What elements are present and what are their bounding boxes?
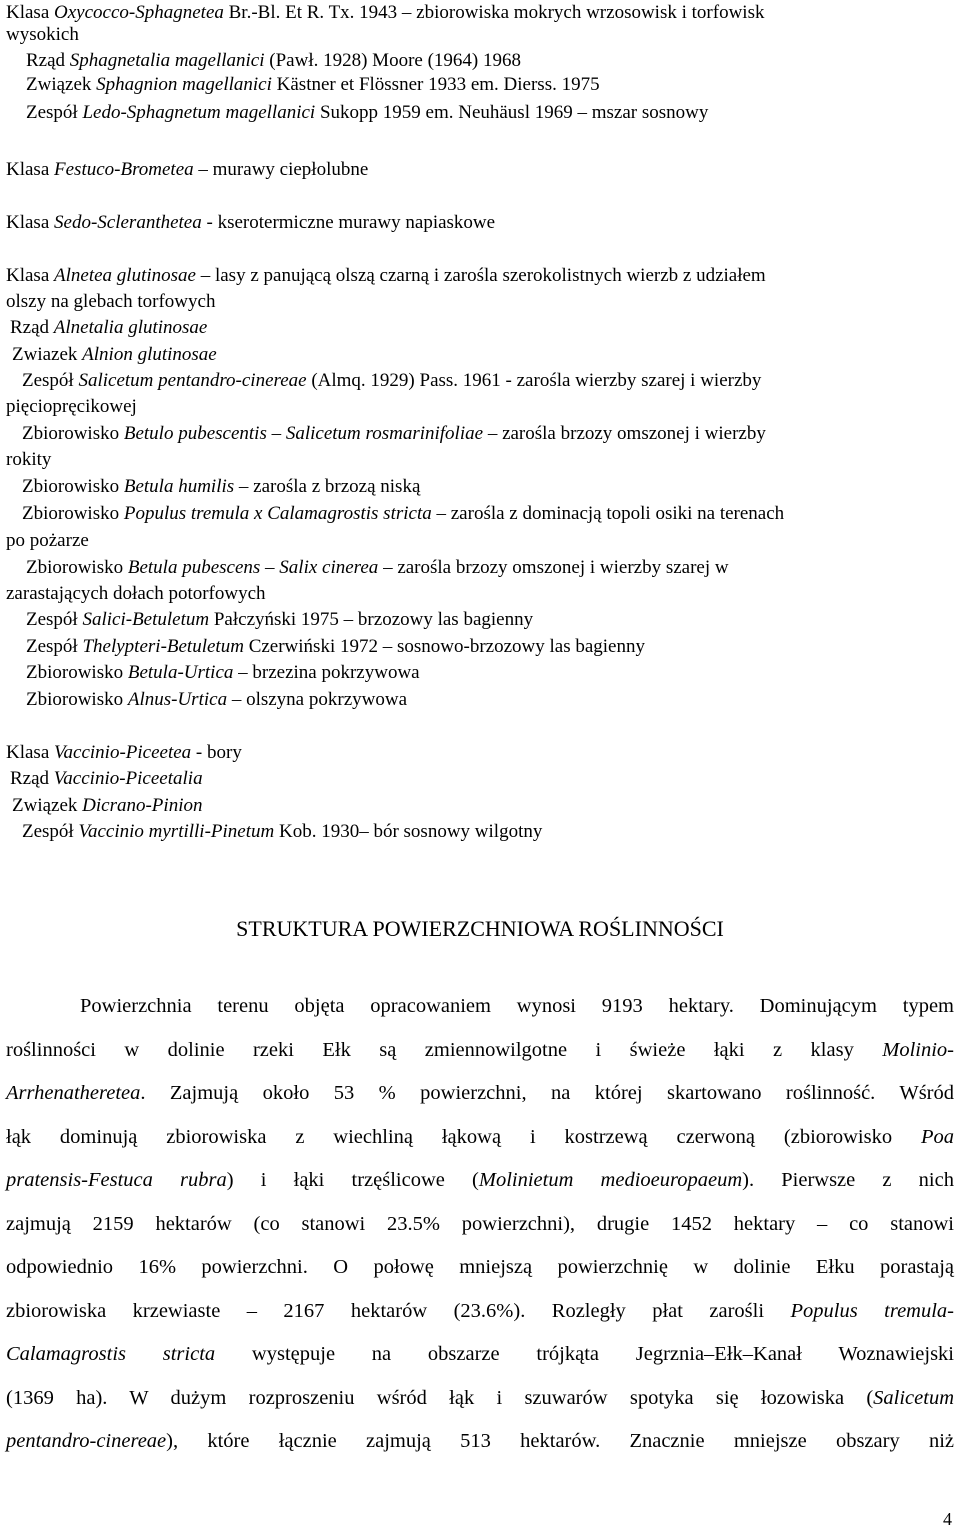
list-line bbox=[6, 22, 956, 48]
text-segment: olszy na glebach torfowych bbox=[6, 291, 216, 312]
paragraph-line bbox=[6, 1377, 954, 1421]
text-segment: Czerwiński 1972 – sosnowo-brzozowy las bagienny bbox=[243, 636, 645, 657]
text-segment: odpowiednio 16% powierzchni. O połowę mniejszą powierzchnię w dolinie Ełku porastają bbox=[6, 1256, 954, 1278]
text-segment: – murawy ciepłolubne bbox=[193, 159, 369, 180]
italic-taxon-name: pratensis-Festuca rubra bbox=[6, 1169, 227, 1191]
italic-taxon-name: Salicetum bbox=[873, 1386, 954, 1409]
text-segment: pięciopręcikowej bbox=[6, 396, 137, 417]
list-line bbox=[6, 740, 956, 766]
page-number: 4 bbox=[943, 1509, 952, 1529]
text-segment: - kserotermiczne murawy napiaskowe bbox=[201, 212, 496, 233]
italic-taxon-name: Molinio- bbox=[882, 1038, 954, 1061]
list-line bbox=[6, 687, 960, 713]
italic-taxon-name: Populus tremula x Calamagrostis stricta bbox=[123, 503, 432, 524]
paragraph-line bbox=[6, 1420, 954, 1464]
list-line bbox=[6, 474, 960, 500]
italic-taxon-name: Betula pubescens – Salix cinerea bbox=[127, 557, 379, 578]
text-segment: występuje na obszarze trójkąta Jegrznia–Ełk–Kanał Woznawiejski bbox=[215, 1343, 954, 1365]
paragraph-line bbox=[6, 1203, 954, 1247]
italic-taxon-name: Sphagnetalia magellanici bbox=[69, 50, 265, 71]
italic-taxon-name: Alnion glutinosae bbox=[82, 344, 217, 365]
text-segment: ). Pierwsze z nich bbox=[742, 1169, 954, 1191]
italic-taxon-name: Molinietum medioeuropaeum bbox=[478, 1169, 743, 1191]
text-segment: wysokich bbox=[6, 24, 79, 45]
text-segment: zbiorowiska krzewiaste – 2167 hektarów (23.6%). Rozległy płat zarośli bbox=[6, 1299, 791, 1322]
list-line bbox=[6, 766, 960, 792]
italic-taxon-name: Vaccinio myrtilli-Pinetum bbox=[78, 821, 275, 842]
section-heading: STRUKTURA POWIERZCHNIOWA ROŚLINNOŚCI bbox=[236, 916, 724, 941]
text-segment: Klasa bbox=[6, 212, 55, 233]
text-segment: Zespół bbox=[22, 821, 79, 842]
italic-taxon-name: Vaccinio-Piceetalia bbox=[53, 768, 203, 789]
text-segment: Pałczyński 1975 – brzozowy las bagienny bbox=[209, 609, 534, 630]
italic-taxon-name: Alnetea glutinosae bbox=[54, 265, 196, 286]
list-line bbox=[6, 394, 956, 420]
paragraph-line bbox=[6, 1290, 954, 1334]
paragraph-line bbox=[6, 1029, 954, 1073]
italic-taxon-name: Vaccinio-Piceetea bbox=[54, 742, 192, 763]
italic-taxon-name: Populus tremula- bbox=[790, 1299, 954, 1322]
text-segment: Związek bbox=[26, 74, 97, 95]
italic-taxon-name: Alnetalia glutinosae bbox=[53, 317, 208, 338]
body-paragraph bbox=[6, 985, 954, 1464]
text-segment: Klasa bbox=[6, 265, 55, 286]
paragraph-line bbox=[6, 1072, 954, 1116]
italic-taxon-name: Dicrano-Pinion bbox=[82, 795, 203, 816]
list-line bbox=[6, 421, 960, 447]
text-segment: – olszyna pokrzywowa bbox=[227, 689, 408, 710]
text-segment: – zarośla brzozy omszonej i wierzby szarej w bbox=[378, 557, 729, 578]
list-line bbox=[6, 634, 960, 660]
text-segment: Zespół bbox=[26, 609, 83, 630]
list-line bbox=[6, 501, 960, 527]
text-segment: Zespół bbox=[22, 370, 79, 391]
italic-taxon-name: Sphagnion magellanici bbox=[96, 74, 272, 95]
list-line bbox=[6, 72, 960, 98]
list-line bbox=[6, 368, 960, 394]
text-segment: rokity bbox=[6, 449, 52, 470]
text-segment: Rząd bbox=[26, 50, 70, 71]
text-segment: Zbiorowisko bbox=[26, 662, 128, 683]
italic-taxon-name: Sedo-Scleranthetea bbox=[54, 212, 202, 233]
list-line bbox=[6, 555, 960, 581]
text-segment: Zbiorowisko bbox=[26, 689, 128, 710]
text-segment: - bory bbox=[191, 742, 242, 763]
text-segment: Sukopp 1959 em. Neuhäusl 1969 – mszar sosnowy bbox=[315, 102, 709, 123]
list-line bbox=[6, 315, 960, 341]
paragraph-line bbox=[6, 1159, 954, 1203]
text-segment: Br.-Bl. Et R. Tx. 1943 – zbiorowiska mokrych wrzosowisk i torfowisk bbox=[223, 2, 765, 23]
text-segment: Zbiorowisko bbox=[22, 423, 124, 444]
text-segment: Kästner et Flössner 1933 em. Dierss. 1975 bbox=[271, 74, 600, 95]
text-segment: Klasa bbox=[6, 2, 55, 23]
list-line bbox=[6, 263, 956, 289]
text-segment: – lasy z panującą olszą czarną i zarośla szerokolistnych wierzb z udziałem bbox=[195, 265, 766, 286]
italic-taxon-name: Arrhenatheretea bbox=[6, 1082, 141, 1104]
text-segment: – zarośla z dominacją topoli osiki na terenach bbox=[431, 503, 785, 524]
list-line bbox=[6, 660, 960, 686]
italic-taxon-name: Betula humilis bbox=[123, 476, 235, 497]
text-segment: Zespół bbox=[26, 636, 83, 657]
text-segment: (Almq. 1929) Pass. 1961 - zarośla wierzby szarej i wierzby bbox=[306, 370, 762, 391]
italic-taxon-name: Poa bbox=[920, 1125, 954, 1148]
list-line bbox=[6, 157, 956, 183]
italic-taxon-name: Alnus-Urtica bbox=[127, 689, 228, 710]
text-segment: Kob. 1930– bór sosnowy wilgotny bbox=[274, 821, 543, 842]
text-segment: Powierzchnia terenu objęta opracowaniem wynosi 9193 hektary. Dominującym typem bbox=[80, 995, 954, 1017]
italic-taxon-name: Festuco-Brometea bbox=[54, 159, 194, 180]
paragraph-line bbox=[6, 1246, 954, 1290]
text-segment: Zespół bbox=[26, 102, 83, 123]
list-line bbox=[6, 607, 960, 633]
text-segment: (1369 ha). W dużym rozproszeniu wśród łąk i szuwarów spotyka się łozowiska ( bbox=[6, 1386, 874, 1409]
list-line bbox=[6, 100, 960, 126]
list-line bbox=[6, 210, 956, 236]
text-segment: – zarośla brzozy omszonej i wierzby bbox=[483, 423, 766, 444]
text-segment: zajmują 2159 hektarów (co stanowi 23.5% powierzchni), drugie 1452 hektary – co stanowi bbox=[6, 1212, 954, 1235]
text-segment: łąk dominują zbiorowiska z wiechliną łąkową i kostrzewą czerwoną (zbiorowisko bbox=[6, 1125, 921, 1148]
italic-taxon-name: pentandro-cinereae bbox=[6, 1430, 167, 1452]
list-line bbox=[6, 819, 960, 845]
list-line bbox=[6, 48, 960, 74]
italic-taxon-name: Salicetum pentandro-cinereae bbox=[78, 370, 307, 391]
italic-taxon-name: Betula-Urtica bbox=[127, 662, 234, 683]
list-line bbox=[6, 342, 960, 368]
text-segment: Zwiazek bbox=[12, 344, 83, 365]
italic-taxon-name: Thelypteri-Betuletum bbox=[82, 636, 244, 657]
text-segment: roślinności w dolinie rzeki Ełk są zmiennowilgotne i świeże łąki z klasy bbox=[6, 1038, 883, 1061]
text-segment: ) i łąki trzęślicowe ( bbox=[226, 1169, 479, 1191]
text-segment: Zbiorowisko bbox=[22, 476, 124, 497]
list-line bbox=[6, 528, 956, 554]
list-line bbox=[6, 447, 956, 473]
text-segment: – zarośla z brzozą niską bbox=[234, 476, 421, 497]
text-segment: po pożarze bbox=[6, 530, 89, 551]
text-segment: Zbiorowisko bbox=[26, 557, 128, 578]
text-segment: Związek bbox=[12, 795, 83, 816]
list-line bbox=[6, 793, 960, 819]
text-segment: (Pawł. 1928) Moore (1964) 1968 bbox=[264, 50, 521, 71]
text-segment: Zbiorowisko bbox=[22, 503, 124, 524]
list-line bbox=[6, 581, 956, 607]
list-line bbox=[6, 289, 956, 315]
text-segment: Rząd bbox=[10, 768, 54, 789]
italic-taxon-name: Salici-Betuletum bbox=[82, 609, 210, 630]
text-segment: . Zajmują około 53 % powierzchni, na której skartowano roślinność. Wśród bbox=[140, 1082, 954, 1104]
text-segment: ), które łącznie zajmują 513 hektarów. Znacznie mniejsze obszary niż bbox=[166, 1430, 954, 1452]
italic-taxon-name: Calamagrostis stricta bbox=[6, 1343, 216, 1365]
italic-taxon-name: Oxycocco-Sphagnetea bbox=[54, 2, 224, 23]
text-segment: – brzezina pokrzywowa bbox=[233, 662, 420, 683]
paragraph-line bbox=[6, 1333, 954, 1377]
paragraph-line bbox=[6, 1116, 954, 1160]
text-segment: Klasa bbox=[6, 742, 55, 763]
text-segment: Rząd bbox=[10, 317, 54, 338]
italic-taxon-name: Betulo pubescentis – Salicetum rosmarinifoliae bbox=[123, 423, 484, 444]
text-segment: zarastających dołach potorfowych bbox=[6, 583, 266, 604]
italic-taxon-name: Ledo-Sphagnetum magellanici bbox=[82, 102, 316, 123]
text-segment: Klasa bbox=[6, 159, 55, 180]
paragraph-line bbox=[6, 985, 954, 1029]
